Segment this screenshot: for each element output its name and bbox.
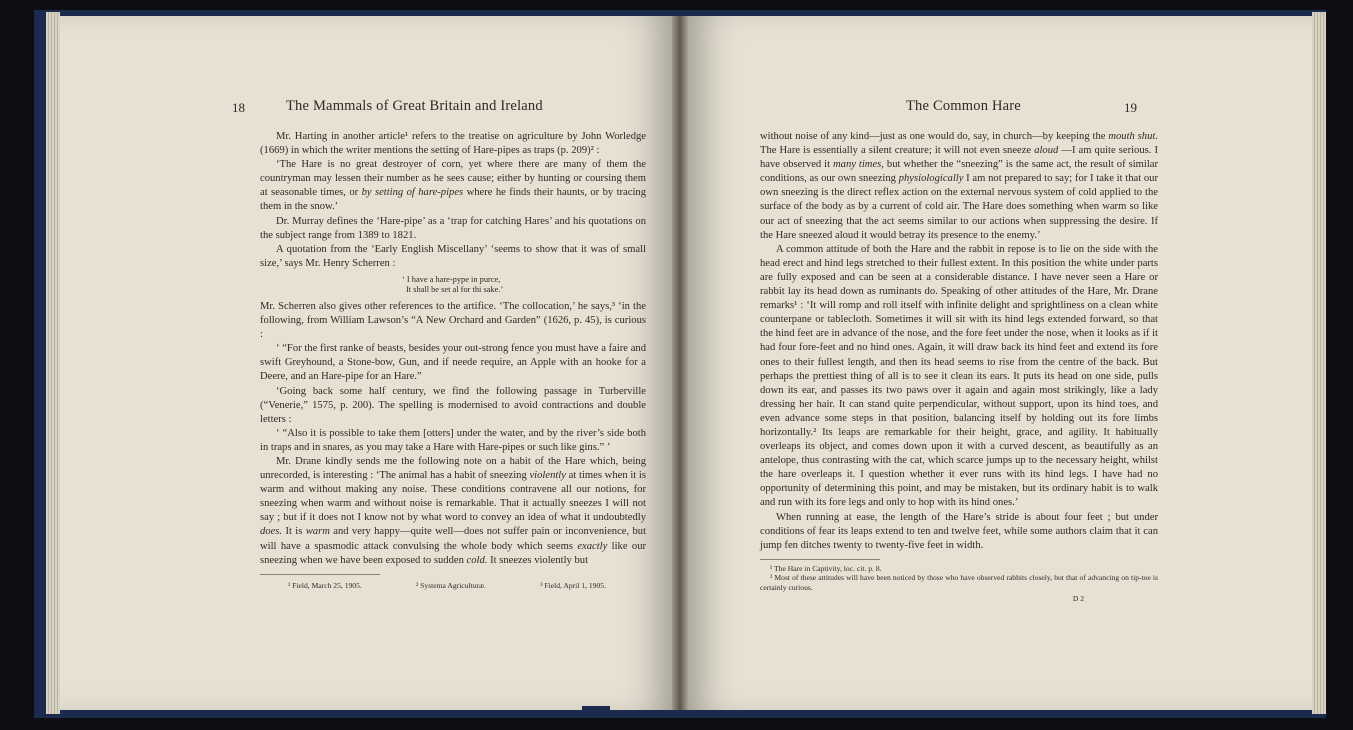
page-number: 18	[232, 100, 245, 115]
footnotes	[260, 579, 646, 593]
page-number: 19	[1124, 100, 1137, 115]
running-head: The Common Hare	[906, 98, 1021, 114]
right-page	[688, 16, 1312, 710]
paragraph: ‘ “For the first ranke of beasts, besides your out-strong fence you must have a faire and swift Greyhound, a Stone-bow, Gun, and if neede require, an Apple with an hooke for a Deere, and an Hare-pipe for an Hare.”	[260, 343, 646, 383]
left-page	[60, 16, 672, 710]
verse-line: It shall be set al for thi sake.’	[406, 284, 504, 294]
page-marker-tab	[582, 706, 610, 716]
paragraph: ‘Going back some half century, we find the following passage in Turberville (“Venerie,” 1575, p. 200). The spelling is modernised to avoid contractions and double letters :	[260, 385, 646, 425]
paragraph: Mr. Scherren also gives other references to the artifice. ‘The collocation,’ he says,³ ‘in the following, from William Lawson’s “A New Orchard and Garden” (1626, p. 45), is curious :	[260, 300, 646, 341]
running-head: The Mammals of Great Britain and Ireland	[286, 98, 543, 114]
paragraph: Mr. Drane kindly sends me the following note on a habit of the Hare which, being unrecorded, is interesting : ‘The animal has a habit of sneezing violently at times when it is warm and without making any noise. These conditions contravene all our notions, for sneezing when warm and without noise is remarkable. That it actually sneezes I will not say ; but if it does not I know not by what word to convey an idea of what it undoubtedly does. It is warm and very happy—quite well—does not suffer pain or inconvenience, but will have a spasmodic attack convulsing the whole body which seems exactly like our sneezing when we have been exposed to sudden cold. It sneezes violently but	[260, 455, 647, 566]
paragraph: ‘ “Also it is possible to take them [otters] under the water, and by the river’s side both in traps and in snares, as you may take a Hare with Hare-pipes or such like gins.” ’	[260, 427, 646, 453]
footnote: ¹ Field, March 25, 1905.	[288, 580, 362, 590]
paragraph: ‘The Hare is no great destroyer of corn, yet where there are many of them the countryman may lessen their number as he sees cause; either by hunting or coursing them at seasonable times, or by setting of hare-pipes where he finds their haunts, or by tracing them in the snow.’	[260, 159, 646, 213]
footnotes	[760, 564, 1158, 604]
book-gutter	[672, 16, 688, 710]
text-body	[260, 130, 646, 593]
footnote: ³ Field, April 1, 1905.	[540, 580, 606, 590]
footnote: ¹ The Hare in Captivity, loc. cit. p. 8.	[770, 563, 882, 573]
paragraph: Mr. Harting in another article¹ refers to the treatise on agriculture by John Worledge (1669) in which the writer mentions the setting of Hare-pipes as traps (p. 209)² :	[260, 131, 646, 157]
paragraph: A common attitude of both the Hare and the rabbit in repose is to lie on the side with the head erect and hind legs stretched to their fullest extent. In this position the white under parts are fully exposed and can be seen at a considerable distance. I have never seen a Hare or rabbit lay its head down as ruminants do. Speaking of other attitudes of the Hare, Mr. Drane remarks¹ : ‘It will romp and roll itself with infinite delight and sprightliness on a clean white counterpane or tablecloth. Sometimes it will sit with its hind legs extended forward, so that the hind feet are in advance of the nose, and the fore feet under the nose, when it looks as if it had four fore-feet and no hind ones. Again, it will draw back its hind feet and extend its fore ones to their fullest length, and then its head seems to rise from the centre of the back. But perhaps the prettiest thing of all is to see it clean its ears. It puts its head on one side, pulls down its ear, and passes its two paws over it again and again most strikingly, like a lady dressing her hair. It can stand quite perpendicular, without support, upon its hind toes, and even advance some steps in that position, balancing itself by holding out its fore limbs horizontally.² Its leaps are remarkable for their height, grace, and agility. It habitually overleaps its object, and comes down upon it with a curved descent, as beautifully as an antelope, thus contrasting with the cat, which scarce jumps up to the necessary height, whilst the hare overleaps it. I question whether it ever runs with its hind legs. I have had no opportunity of determining this point, and may be mistaken, but its ordinary habit is to walk and run with its fore legs and only to hop with its hind ones.’	[760, 243, 1158, 509]
footnote: ² Most of these attitudes will have been noticed by those who have observed rabbits closely, but that of advancing on tip-toe is certainly curious.	[760, 573, 1158, 592]
paragraph: Dr. Murray defines the ‘Hare-pipe’ as a ‘trap for catching Hares’ and his quotations on the subject range from 1389 to 1821.	[260, 215, 646, 241]
paragraph: When running at ease, the length of the Hare’s stride is about four feet ; but under conditions of fear its leaps extend to ten and twelve feet, while some authors claim that it can jump fen ditches twenty to twenty-five feet in width.	[760, 511, 1158, 551]
paragraph: without noise of any kind—just as one would do, say, in church—by keeping the mouth shut. The Hare is essentially a silent creature; it will not even sneeze aloud —I am quite serious. I have observed it many times, but whether the “sneezing” is the same act, the result of similar conditions, as our own sneezing physiologically I am not prepared to say; for I take it that our own sneezing is the direct reflex action on the external nervous system of cold applied to the surface of the body as by a current of cold air. The Hare does something when warm so like our act of sneezing that the act seems similar to our actions when suppressing the desire. If the Hare sneezed aloud it would betray its presence to the enemy.’	[760, 131, 1158, 241]
paragraph: A quotation from the ‘Early English Miscellany’ ‘seems to show that it was of small size,’ says Mr. Henry Scherren :	[260, 243, 646, 269]
verse-line: ‘ I have a hare-pype in purce,	[402, 274, 501, 284]
footnote: ² Systema Agriculturæ.	[416, 580, 486, 590]
text-body	[760, 130, 1158, 603]
signature-mark: D 2	[1072, 594, 1084, 604]
verse-quote	[402, 275, 646, 295]
footnote-rule	[260, 574, 380, 575]
page-edges-right	[1312, 12, 1326, 714]
footnote-rule	[760, 559, 880, 560]
page-edges-left	[46, 12, 60, 714]
